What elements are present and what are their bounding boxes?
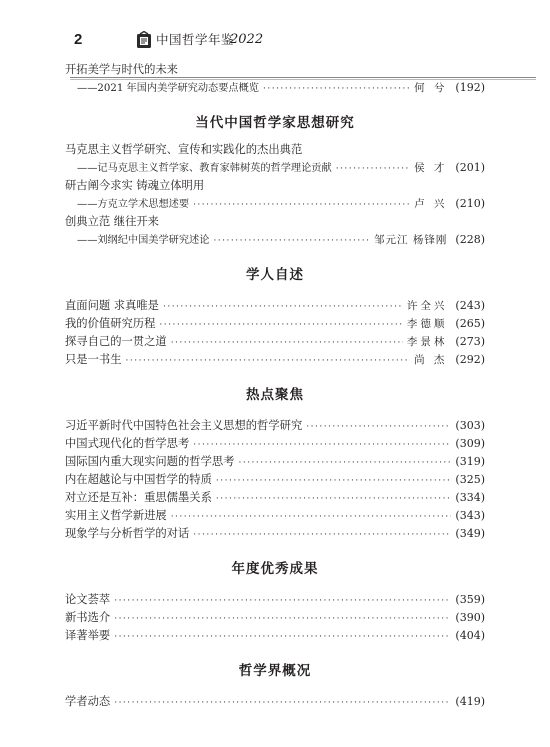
entry-page: (228) <box>455 233 485 246</box>
entry-author: 尚 杰 <box>414 354 448 366</box>
dot-leader <box>238 454 451 472</box>
toc-entry[interactable] <box>65 609 485 627</box>
section-heading: 当代中国哲学家思想研究 <box>195 115 355 131</box>
yearbook-year: 2022 <box>230 32 264 47</box>
entry-author: 卢 兴 <box>414 198 448 210</box>
entry-title: 创典立范 继往开来 <box>65 215 159 228</box>
entry-subtitle: ——2021 年国内美学研究动态要点概览 <box>77 83 259 94</box>
yearbook-title: 中国哲学年鉴 <box>156 32 235 47</box>
entry-author: 邹元江 杨锋刚 <box>374 234 448 246</box>
toc-entry[interactable] <box>65 351 485 369</box>
toc-entry-subtitle[interactable] <box>65 79 485 97</box>
entry-page: (419) <box>455 695 485 708</box>
section-heading: 热点聚焦 <box>246 387 304 403</box>
toc-entry[interactable] <box>65 141 485 159</box>
dot-leader <box>114 694 451 712</box>
toc-entry-subtitle[interactable] <box>65 159 485 177</box>
entry-title: 只是一书生 <box>65 353 122 366</box>
entry-title: 习近平新时代中国特色社会主义思想的哲学研究 <box>65 419 303 432</box>
entry-subtitle: ——记马克思主义哲学家、教育家韩树英的哲学理论贡献 <box>77 163 332 174</box>
entry-author: 李德顺 <box>406 318 448 330</box>
toc-entry[interactable] <box>65 507 485 525</box>
toc-entry[interactable] <box>65 297 485 315</box>
dot-leader <box>336 160 410 178</box>
dot-leader <box>114 628 451 646</box>
entry-page: (243) <box>455 299 485 312</box>
toc-entry[interactable] <box>65 693 485 711</box>
dot-leader <box>193 436 451 454</box>
dot-leader <box>213 232 370 250</box>
entry-page: (201) <box>455 161 485 174</box>
entry-page: (359) <box>455 593 485 606</box>
dot-leader <box>163 298 403 316</box>
toc-entry[interactable] <box>65 333 485 351</box>
dot-leader <box>306 418 451 436</box>
entry-title: 新书选介 <box>65 611 111 624</box>
entry-title: 学者动态 <box>65 695 111 708</box>
toc-entry[interactable] <box>65 525 485 543</box>
entry-title: 中国式现代化的哲学思考 <box>65 437 190 450</box>
entry-title: 国际国内重大现实问题的哲学思考 <box>65 455 235 468</box>
entry-title: 马克思主义哲学研究、宣传和实践化的杰出典范 <box>65 143 303 156</box>
page-number: 2 <box>74 31 83 48</box>
dot-leader <box>114 592 451 610</box>
entry-page: (303) <box>455 419 485 432</box>
dot-leader <box>126 352 411 370</box>
entry-title: 探寻自己的一贯之道 <box>65 335 167 348</box>
toc-entry[interactable] <box>65 471 485 489</box>
entry-page: (349) <box>455 527 485 540</box>
running-header <box>40 28 518 52</box>
toc-entry[interactable] <box>65 435 485 453</box>
dot-leader <box>114 610 451 628</box>
toc-entry[interactable] <box>65 453 485 471</box>
dot-leader <box>159 316 403 334</box>
entry-title: 直面问题 求真唯是 <box>65 299 159 312</box>
toc-entry-subtitle[interactable] <box>65 195 485 213</box>
toc-entry-title[interactable] <box>65 61 485 79</box>
entry-title: 开拓美学与时代的未来 <box>65 63 178 76</box>
toc-entry[interactable] <box>65 213 485 231</box>
toc-entry-subtitle[interactable] <box>65 231 485 249</box>
entry-page: (390) <box>455 611 485 624</box>
dot-leader <box>171 508 452 526</box>
section-heading: 年度优秀成果 <box>231 561 319 577</box>
entry-page: (343) <box>455 509 485 522</box>
section-heading: 学人自述 <box>246 267 304 283</box>
entry-author: 侯 才 <box>414 162 448 174</box>
entry-title: 内在超越论与中国哲学的特质 <box>65 473 212 486</box>
toc-entry[interactable] <box>65 315 485 333</box>
entry-title: 对立还是互补：重思儒墨关系 <box>65 491 212 504</box>
dot-leader <box>193 196 410 214</box>
entry-subtitle: ——方克立学术思想述要 <box>77 199 190 210</box>
entry-page: (273) <box>455 335 485 348</box>
entry-page: (309) <box>455 437 485 450</box>
toc-entry[interactable] <box>65 489 485 507</box>
entry-title: 现象学与分析哲学的对话 <box>65 527 190 540</box>
dot-leader <box>171 334 403 352</box>
entry-author: 何 兮 <box>414 82 448 94</box>
entry-title: 译著举要 <box>65 629 111 642</box>
dot-leader <box>216 490 452 508</box>
entry-page: (192) <box>455 81 485 94</box>
toc-entry[interactable] <box>65 591 485 609</box>
entry-title: 实用主义哲学新进展 <box>65 509 167 522</box>
toc-entry[interactable] <box>65 627 485 645</box>
entry-author: 许全兴 <box>406 300 448 312</box>
dot-leader <box>216 472 452 490</box>
entry-subtitle: ——刘纲纪中国美学研究述论 <box>77 235 210 246</box>
section-heading: 哲学界概况 <box>238 663 312 679</box>
dot-leader <box>263 80 410 98</box>
dot-leader <box>193 526 451 544</box>
entry-title: 研古阐今求实 铸魂立体明用 <box>65 179 205 192</box>
entry-page: (210) <box>455 197 485 210</box>
entry-author: 李景林 <box>406 336 448 348</box>
entry-page: (292) <box>455 353 485 366</box>
table-of-contents <box>65 61 485 711</box>
entry-page: (265) <box>455 317 485 330</box>
entry-title: 论文荟萃 <box>65 593 111 606</box>
entry-page: (404) <box>455 629 485 642</box>
entry-page: (334) <box>455 491 485 504</box>
entry-page: (325) <box>455 473 485 486</box>
entry-title: 我的价值研究历程 <box>65 317 156 330</box>
yearbook-logo-icon <box>136 31 152 49</box>
toc-entry[interactable] <box>65 177 485 195</box>
toc-entry[interactable] <box>65 417 485 435</box>
entry-page: (319) <box>455 455 485 468</box>
